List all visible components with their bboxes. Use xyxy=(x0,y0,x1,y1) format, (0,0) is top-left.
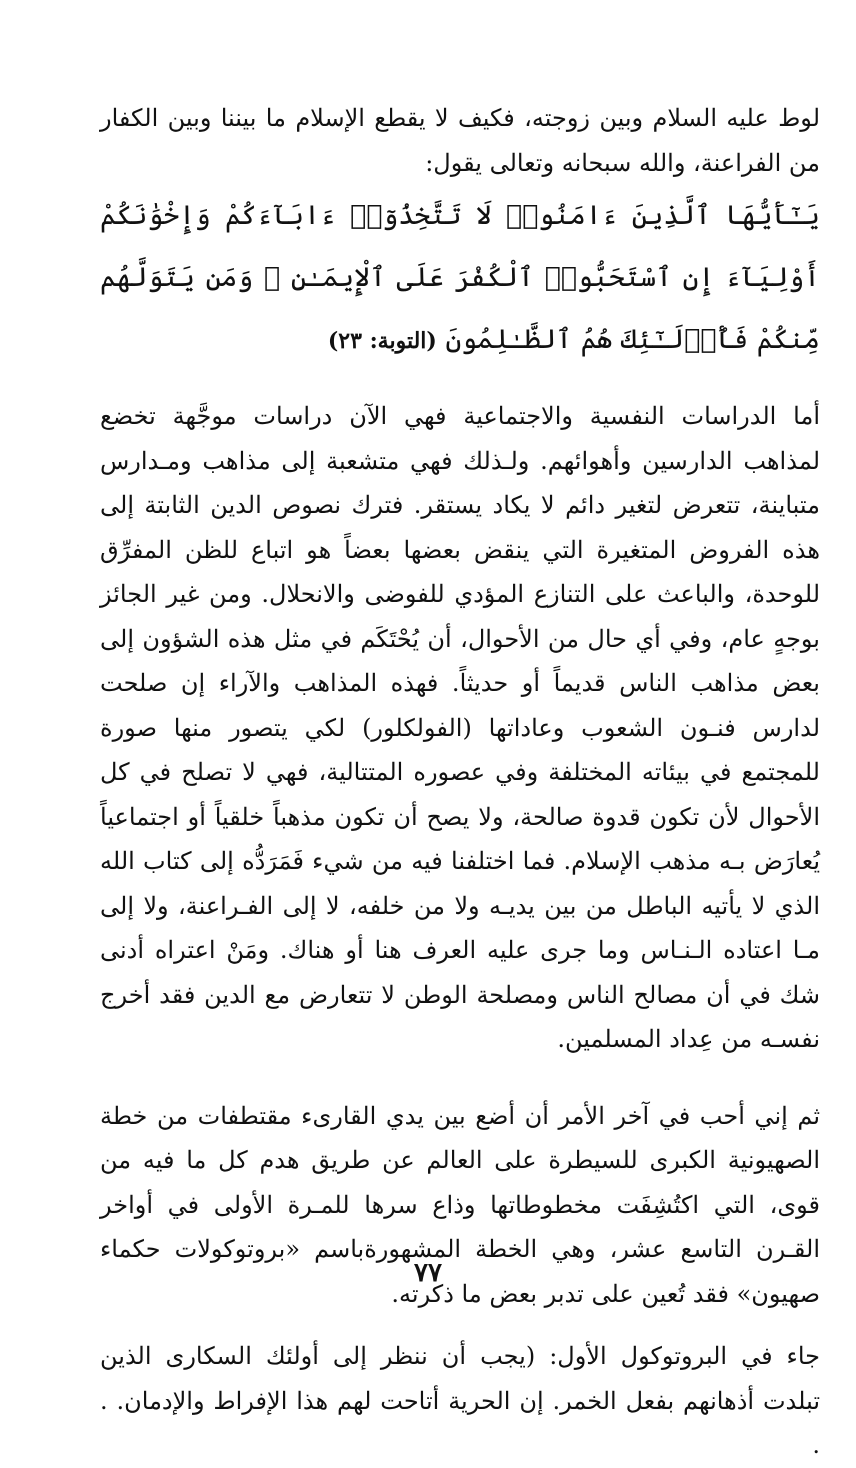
verse-text: يَـٰٓأَيُّهَا ٱلَّذِينَ ءَامَنُوا۟ لَا تَتَّخِذُوٓا۟ ءَابَآءَكُمْ وَإِخْوَٰنَكُمْ أَوْلِيَآءَ إِنِ ٱسْتَحَبُّوا۟ ٱلْكُفْرَ عَلَى ٱلْإِيمَـٰنِ ۚ وَمَن يَتَوَلَّهُم مِّنكُمْ فَأُو۟لَـٰٓئِكَ هُمُ ٱلظَّـٰلِمُونَ xyxy=(100,200,820,355)
paragraph-1: لوط عليه السلام وبين زوجته، فكيف لا يقطع الإسلام ما بيننا وبين الكفار من الفراعنة، والله سبحانه وتعالى يقول: xyxy=(100,104,820,177)
quran-verse xyxy=(100,185,820,372)
page-number: ٧٧ xyxy=(414,1258,442,1288)
verse-reference: (التوبة: ٢٣) xyxy=(327,328,437,354)
paragraph-3: ثم إني أحب في آخر الأمر أن أضع بين يدي القارىء مقتطفات من خطة الصهيونية الكبرى للسيطرة على العالم عن طريق هدم كل ما فيه من قوى، التي اكتُشِفَت مخطوطاتها وذاع سرها للمـرة الأولى في أواخر القـرن التاسع عشر، وهي الخطة المشهورةباسم «بروتوكولات حكماء صهيون» فقد تُعين على تدبر بعض ما ذكرته. xyxy=(100,1101,820,1308)
paragraph-4: جاء في البروتوكول الأول: (يجب أن ننظر إلى أولئك السكارى الذين تبلدت أذهانهم بفعل الخمر. إن الحرية أتاحت لهم هذا الإفراط والإدمان. . . xyxy=(100,1342,821,1459)
paragraph-2: أما الدراسات النفسية والاجتماعية فهي الآن دراسات موجَّهة تخضع لمذاهب الدارسين وأهوائهم. ولـذلك فهي متشعبة إلى مذاهب ومـدارس متباينة، تتعرض لتغير دائم لا يكاد يستقر. فترك نصوص الدين الثابتة إلى هذه الفروض المتغيرة التي ينقض بعضها بعضاً هو اتباع للظن المفرِّق للوحدة، والباعث على التنازع المؤدي للفوضى والانحلال. ومن غير الجائز بوجهٍ عام، وفي أي حال من الأحوال، أن يُحْتَكَم في مثل هذه الشؤون إلى بعض مذاهب الناس قديماً أو حديثاً. فهذه المذاهب والآراء إن صلحت لدارس فنـون الشعوب وعاداتها (الفولكلور) لكي يتصور منها صورة للمجتمع في بيئاته المختلفة وفي عصوره المتتالية، فهي لا تصلح في كل الأحوال لأن تكون قدوة صالحة، ولا يصح أن تكون مذهباً خلقياً أو اجتماعياً يُعارَض بـه مذهب الإسلام. فما اختلفنا فيه من شيء فَمَرَدُّه إلى كتاب الله الذي لا يأتيه الباطل من بين يديـه ولا من خلفه، لا إلى الفـراعنة، ولا إلى مـا اعتاده الـنـاس وما جرى عليه العرف هنا أو هناك. ومَنْ اعتراه أدنى شك في أن مصالح الناس ومصلحة الوطن لا تتعارض مع الدين فقد أخرج نفسـه من عِداد المسلمين. xyxy=(100,402,820,1053)
